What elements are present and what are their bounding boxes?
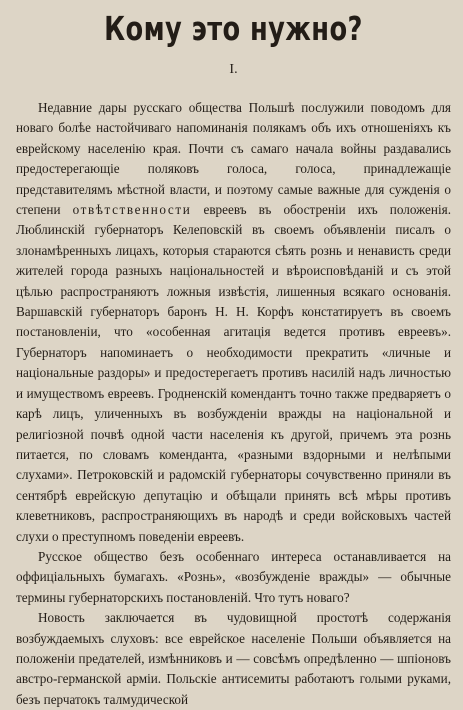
paragraph bbox=[16, 608, 451, 710]
paragraph-text: Новость заключается въ чудовищной простотѣ содержанія возбуждаемыхъ слуховъ: все еврейское населеніе Польши объявляется на положеніи предателей, измѣнниковъ и — совсѣмъ опредѣленно — шпіоновъ австро-германской арміи. Польскіе антисемиты работаютъ голыми руками, безъ перчатокъ талмудической bbox=[16, 610, 451, 707]
paragraph bbox=[16, 98, 451, 547]
article-body bbox=[16, 98, 451, 710]
article-title: Кому это нужно? bbox=[104, 9, 363, 48]
paragraph bbox=[16, 547, 451, 608]
paragraph-text: Недавние дары русскаго общества Польшѣ послужили поводомъ для новаго болѣе настойчиваго напоминанія полякамъ объ ихъ отношеніяхъ къ еврейскому населенію края. Почти съ самаго начала войны раздавались предостерегающіе поляковъ голоса, голоса, принадлежащіе представителямъ мѣстной власти, и поэтому самые важные для сужденія о степени bbox=[16, 100, 451, 218]
paragraph-text: Русское общество безъ особеннаго интереса останавливается на оффиціальныхъ бумагахъ. «Рознь», «возбужденіе вражды» — обычные термины губернаторскихъ постановленій. Что тутъ новаго? bbox=[16, 548, 451, 605]
emphasized-text: отвѣтственности bbox=[72, 202, 192, 218]
paragraph-text: евреевъ въ обостреніи ихъ положенія. Люблинскій губернаторъ Келеповскій въ своемъ объявленіи писалъ о злонамѣренныхъ лицахъ, которыя стараются сѣять рознь и ненависть среди жителей города разныхъ національностей и вѣроисповѣданій и съ этой цѣлью распространяютъ ложныя извѣстія, лишенныя всякаго основанія. Варшавскій губернаторъ баронъ Н. Н. Корфъ констатируетъ въ своемъ постановленіи, что «особенная агитація ведется противъ евреевъ». Губернаторъ напоминаетъ о необходимости прекратить «личные и національные раздоры» и предостерегаетъ противъ насилій надъ личностью и имуществомъ евреевъ. Гродненскій комендантъ точно также предваряетъ о карѣ лицъ, уличенныхъ въ возбужденіи вражды на національной и религіозной почвѣ одной части населенія къ другой, причемъ эта рознь питается, по словамъ коменданта, «разными вздорными и нелѣпыми слухами». Петроковскій и радомскій губернаторы сочувственно приняли въ сентябрѣ еврейскую депутацію и обѣщали принять всѣ мѣры противъ клеветниковъ, распространяющихъ въ народѣ и среди войсковыхъ частей слухи о преступномъ поведеніи евреевъ. bbox=[16, 202, 451, 544]
section-number: I. bbox=[229, 62, 238, 77]
